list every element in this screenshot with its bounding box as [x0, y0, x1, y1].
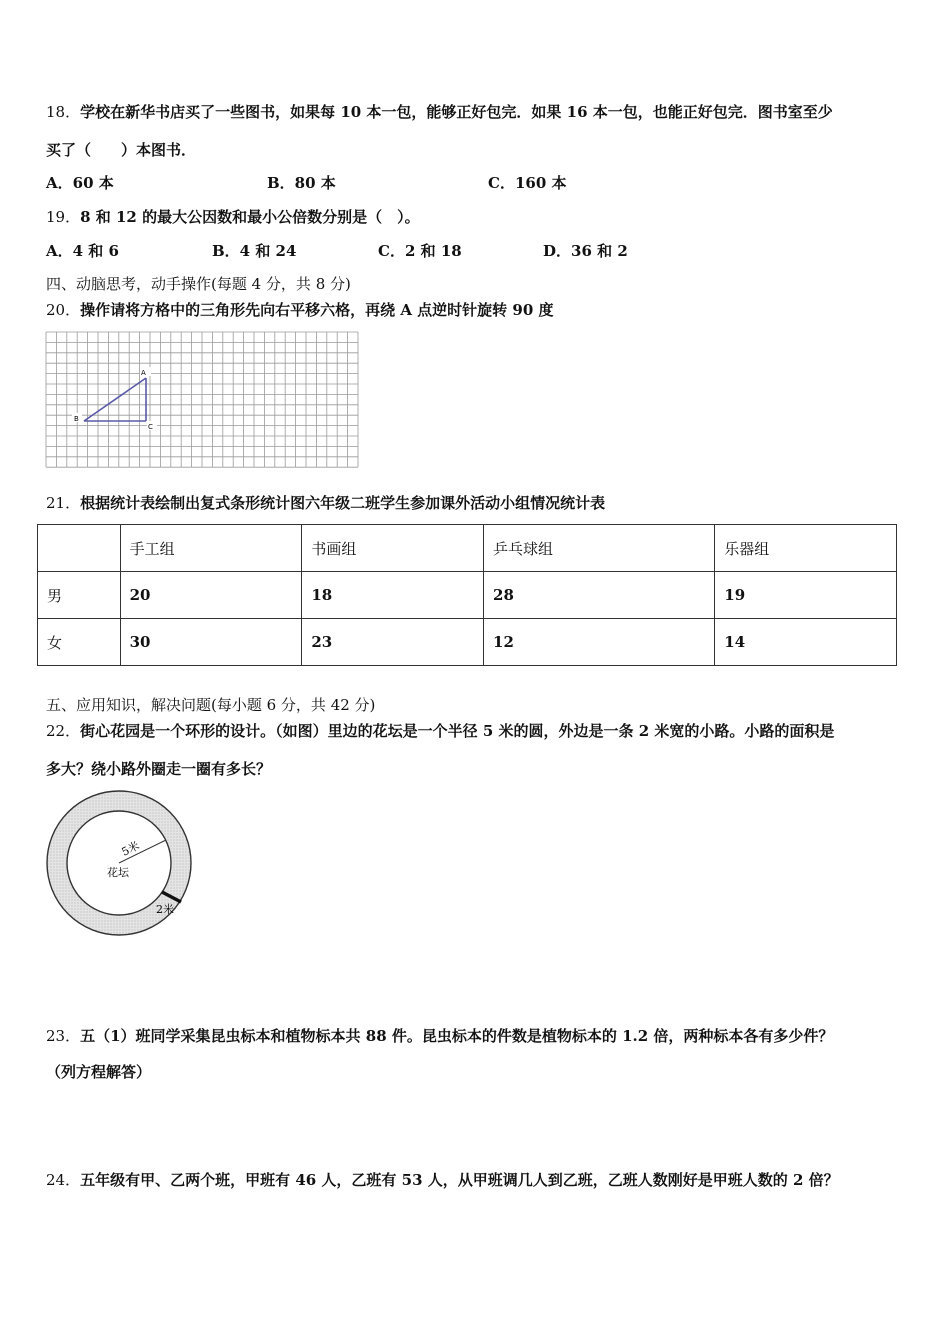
q19-option-a[interactable]: A．4 和 6	[46, 242, 119, 260]
q22-text-line2: 多大？绕小路外圈走一圈有多长？	[46, 760, 272, 778]
table-cell: 12	[484, 619, 715, 666]
width-label: 2米	[156, 903, 174, 916]
q21-stem	[46, 493, 605, 513]
table-cell: 30	[120, 619, 302, 666]
q19-option-b[interactable]: B．4 和 24	[212, 242, 297, 260]
q18-text-line2: 买了（ ）本图书．	[46, 141, 197, 159]
table-header-cell: 书画组	[302, 525, 484, 572]
table-cell: 28	[484, 572, 715, 619]
section5-heading: 五、应用知识，解决问题(每小题 6 分，共 42 分)	[46, 696, 376, 714]
ring-figure	[44, 788, 194, 938]
table-header-cell: 手工组	[120, 525, 302, 572]
grid-svg	[45, 331, 360, 469]
q21-text: 根据统计表绘制出复式条形统计图六年级二班学生参加课外活动小组情况统计表	[80, 494, 606, 512]
point-b-label: B	[74, 415, 79, 423]
q20-number: 20．	[46, 301, 81, 319]
point-c-label: C	[148, 423, 153, 431]
q24-text: 五年级有甲、乙两个班，甲班有 46 人，乙班有 53 人，从甲班调几人到乙班，乙班人数刚好是甲班人数的 2 倍？	[80, 1171, 839, 1189]
table-row-label: 女	[38, 619, 121, 666]
section4-heading: 四、动脑思考，动手操作(每题 4 分，共 8 分)	[46, 275, 351, 293]
q19-number: 19．	[46, 208, 81, 226]
q19-text: 8 和 12 的最大公因数和最小公倍数分别是（ ）。	[80, 208, 420, 226]
q20-stem	[46, 300, 554, 320]
q19-option-c[interactable]: C．2 和 18	[378, 242, 462, 260]
q22-text-line1: 街心花园是一个环形的设计。（如图）里边的花坛是一个半径 5 米的圆，外边是一条 2 米宽的小路。小路的面积是	[80, 722, 835, 740]
q22-stem	[46, 721, 834, 741]
q24-stem	[46, 1170, 839, 1190]
table-header-cell	[38, 525, 121, 572]
q20-text: 操作请将方格中的三角形先向右平移六格，再绕 A 点逆时针旋转 90 度	[80, 301, 554, 319]
table-row-label: 男	[38, 572, 121, 619]
q18-number: 18．	[46, 103, 81, 121]
stats-table	[37, 524, 897, 666]
table-row	[38, 572, 897, 619]
q19-option-d[interactable]: D．36 和 2	[543, 242, 628, 260]
grid-figure	[45, 331, 360, 469]
table-header-cell: 乐器组	[715, 525, 897, 572]
q18-text-line1: 学校在新华书店买了一些图书，如果每 10 本一包，能够正好包完．如果 16 本一包，也能正好包完．图书室至少	[80, 103, 833, 121]
table-cell: 18	[302, 572, 484, 619]
q22-number: 22．	[46, 722, 81, 740]
q18-option-a[interactable]: A．60 本	[46, 174, 114, 192]
table-cell: 14	[715, 619, 897, 666]
table-header-cell: 乒乓球组	[484, 525, 715, 572]
q23-text-line1: 五（1）班同学采集昆虫标本和植物标本共 88 件。昆虫标本的件数是植物标本的 1.2 倍，两种标本各有多少件？	[80, 1027, 834, 1045]
point-a-label: A	[141, 369, 146, 377]
q18-option-c[interactable]: C．160 本	[488, 174, 567, 192]
q23-stem	[46, 1026, 833, 1046]
q24-number: 24．	[46, 1171, 81, 1189]
ring-svg	[44, 788, 194, 938]
table-cell: 19	[715, 572, 897, 619]
q23-number: 23．	[46, 1027, 81, 1045]
center-label: 花坛	[107, 866, 129, 879]
q18-stem	[46, 102, 833, 122]
q18-option-b[interactable]: B．80 本	[267, 174, 336, 192]
table-header-row	[38, 525, 897, 572]
table-cell: 23	[302, 619, 484, 666]
q21-number: 21．	[46, 494, 81, 512]
radius-label: 5米	[119, 839, 142, 859]
triangle-side-ba	[84, 378, 146, 421]
q19-stem	[46, 207, 420, 227]
q23-text-line2: （列方程解答）	[46, 1063, 152, 1081]
grid-lines	[46, 332, 358, 467]
table-row	[38, 619, 897, 666]
table-cell: 20	[120, 572, 302, 619]
